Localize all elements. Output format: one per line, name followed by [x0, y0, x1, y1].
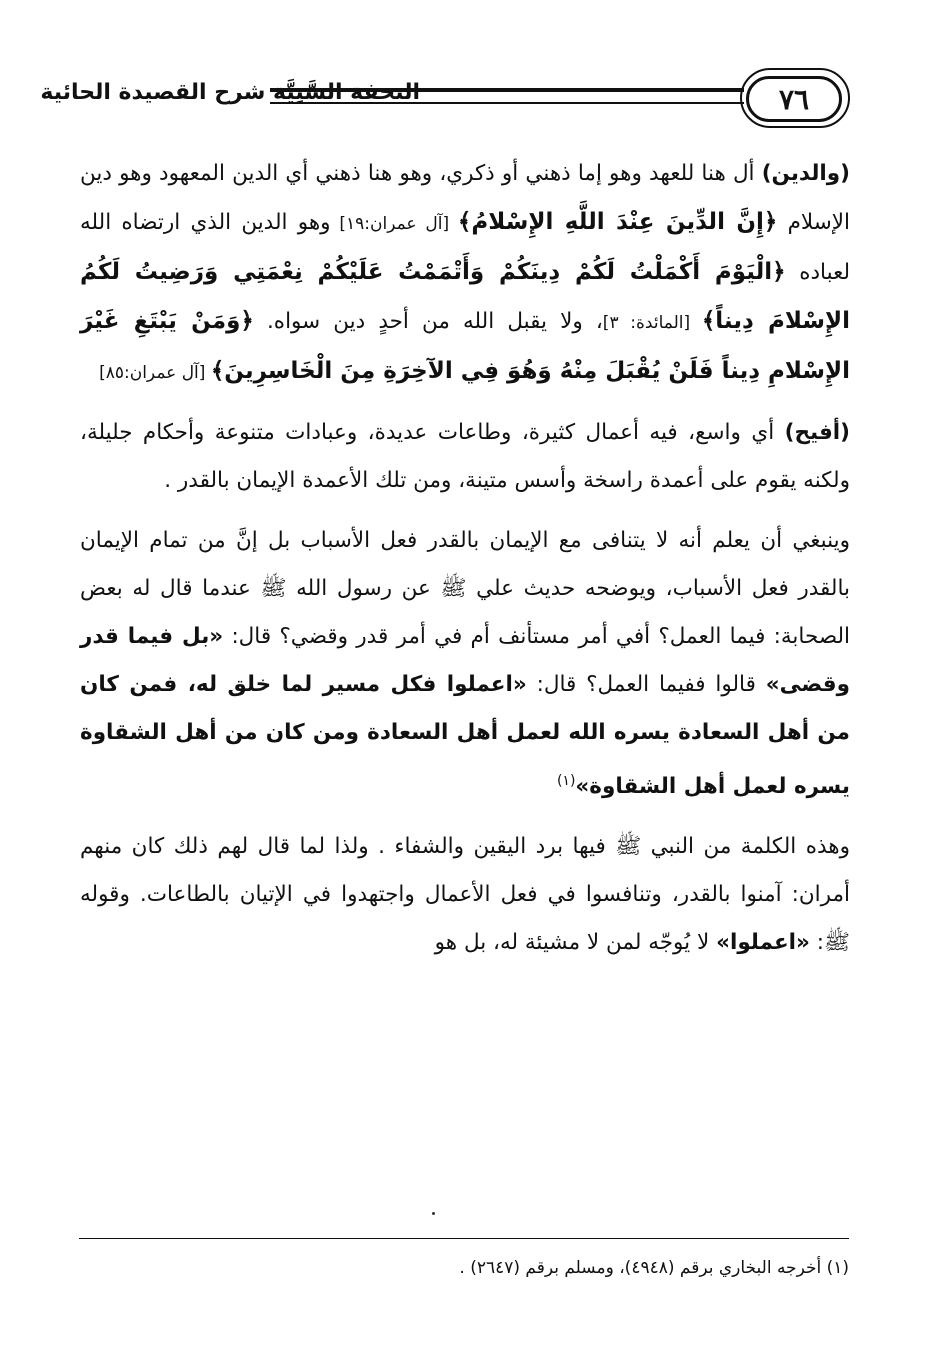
paragraph-3 [80, 517, 850, 811]
text-run: وهو الدين الذي ارتضاه الله لعباده [80, 210, 850, 285]
footnote: (١) أخرجه البخاري برقم (٤٩٤٨)، ومسلم برقم (٢٦٤٧) . [459, 1258, 849, 1278]
hadith-quote: «اعملوا فكل مسير لما خلق له، فمن كان من أهل السعادة يسره الله لعمل أهل السعادة ومن كان من أهل الشقاوة يسره لعمل أهل الشقاوة» [80, 672, 850, 800]
paragraph-2 [80, 409, 850, 505]
text-run: وينبغي أن يعلم أنه لا يتنافى مع الإيمان بالقدر فعل الأسباب بل إنَّ من تمام الإيمان بالقدر فعل الأسباب، ويوضحه حديث علي ﷺ عن رسول الله ﷺ عندما قال له بعض الصحابة: فيما العمل؟ أفي أمر مستأنف أم في أمر قدر وقضي؟ قال: [80, 528, 850, 649]
text-run: لا يُوجّه لمن لا مشيئة له، بل هو [434, 930, 717, 956]
hadith-quote: «بل فيما قدر وقضى» [80, 624, 850, 697]
paragraph-4 [80, 823, 850, 967]
quran-verse: ﴿إِنَّ الدِّينَ عِنْدَ اللَّهِ الإِسْلامُ﴾ [457, 209, 778, 235]
verse-reference: [آل عمران:٨٥] [99, 363, 211, 383]
hadith-quote: «اعملوا» [716, 930, 810, 956]
quran-verse: ﴿وَمَنْ يَبْتَغِ غَيْرَ الإِسْلامِ دِيناً فَلَنْ يُقْبَلَ مِنْهُ وَهُوَ فِي الآخِرَةِ مِنَ الْخَاسِرِينَ﴾ [80, 308, 850, 384]
verse-reference: [آل عمران:١٩] [330, 214, 458, 234]
quran-verse: ﴿الْيَوْمَ أَكْمَلْتُ لَكُمْ دِينَكُمْ وَأَتْمَمْتُ عَلَيْكُمْ نِعْمَتِي وَرَضِيتُ لَكُمُ الإِسْلامَ دِيناً﴾ [80, 259, 851, 334]
paragraph-1 [80, 150, 850, 397]
page-header [40, 66, 850, 128]
lead-term: (والدين) [761, 161, 850, 186]
stray-dot [432, 1212, 435, 1215]
text-run: وهذه الكلمة من النبي ﷺ فيها برد اليقين والشفاء . ولذا لما قال لهم ذلك كان منهم أمران: آمنوا بالقدر، وتنافسوا في فعل الأعمال واجتهدوا في الإتيان بالطاعات. وقوله ﷺ: [80, 834, 850, 956]
footnote-marker[interactable]: (١) [556, 773, 576, 789]
lead-term: (أفيح) [784, 420, 850, 445]
body-text [80, 150, 850, 979]
text-run: قالوا ففيما العمل؟ قال: [526, 672, 766, 697]
verse-reference: [المائدة: ٣] [602, 313, 702, 333]
footnote-rule [79, 1238, 849, 1239]
text-run: أي واسع، فيه أعمال كثيرة، وطاعات عديدة، وعبادات متنوعة وأحكام جليلة، ولكنه يقوم على أعمدة راسخة وأسس متينة، ومن تلك الأعمدة الإيمان بالقدر . [80, 420, 850, 493]
text-run: ، ولا يقبل الله من أحدٍ دين سواه. [253, 309, 603, 334]
page-number: ٧٦ [746, 76, 842, 122]
text-run: أل هنا للعهد وهو إما ذهني أو ذكري، وهو هنا ذهني أي الدين المعهود وهو دين الإسلام [80, 161, 850, 235]
page-number-badge [740, 68, 850, 128]
running-title: التحفة السَّنِيَّة شرح القصيدة الحائية [40, 80, 420, 105]
